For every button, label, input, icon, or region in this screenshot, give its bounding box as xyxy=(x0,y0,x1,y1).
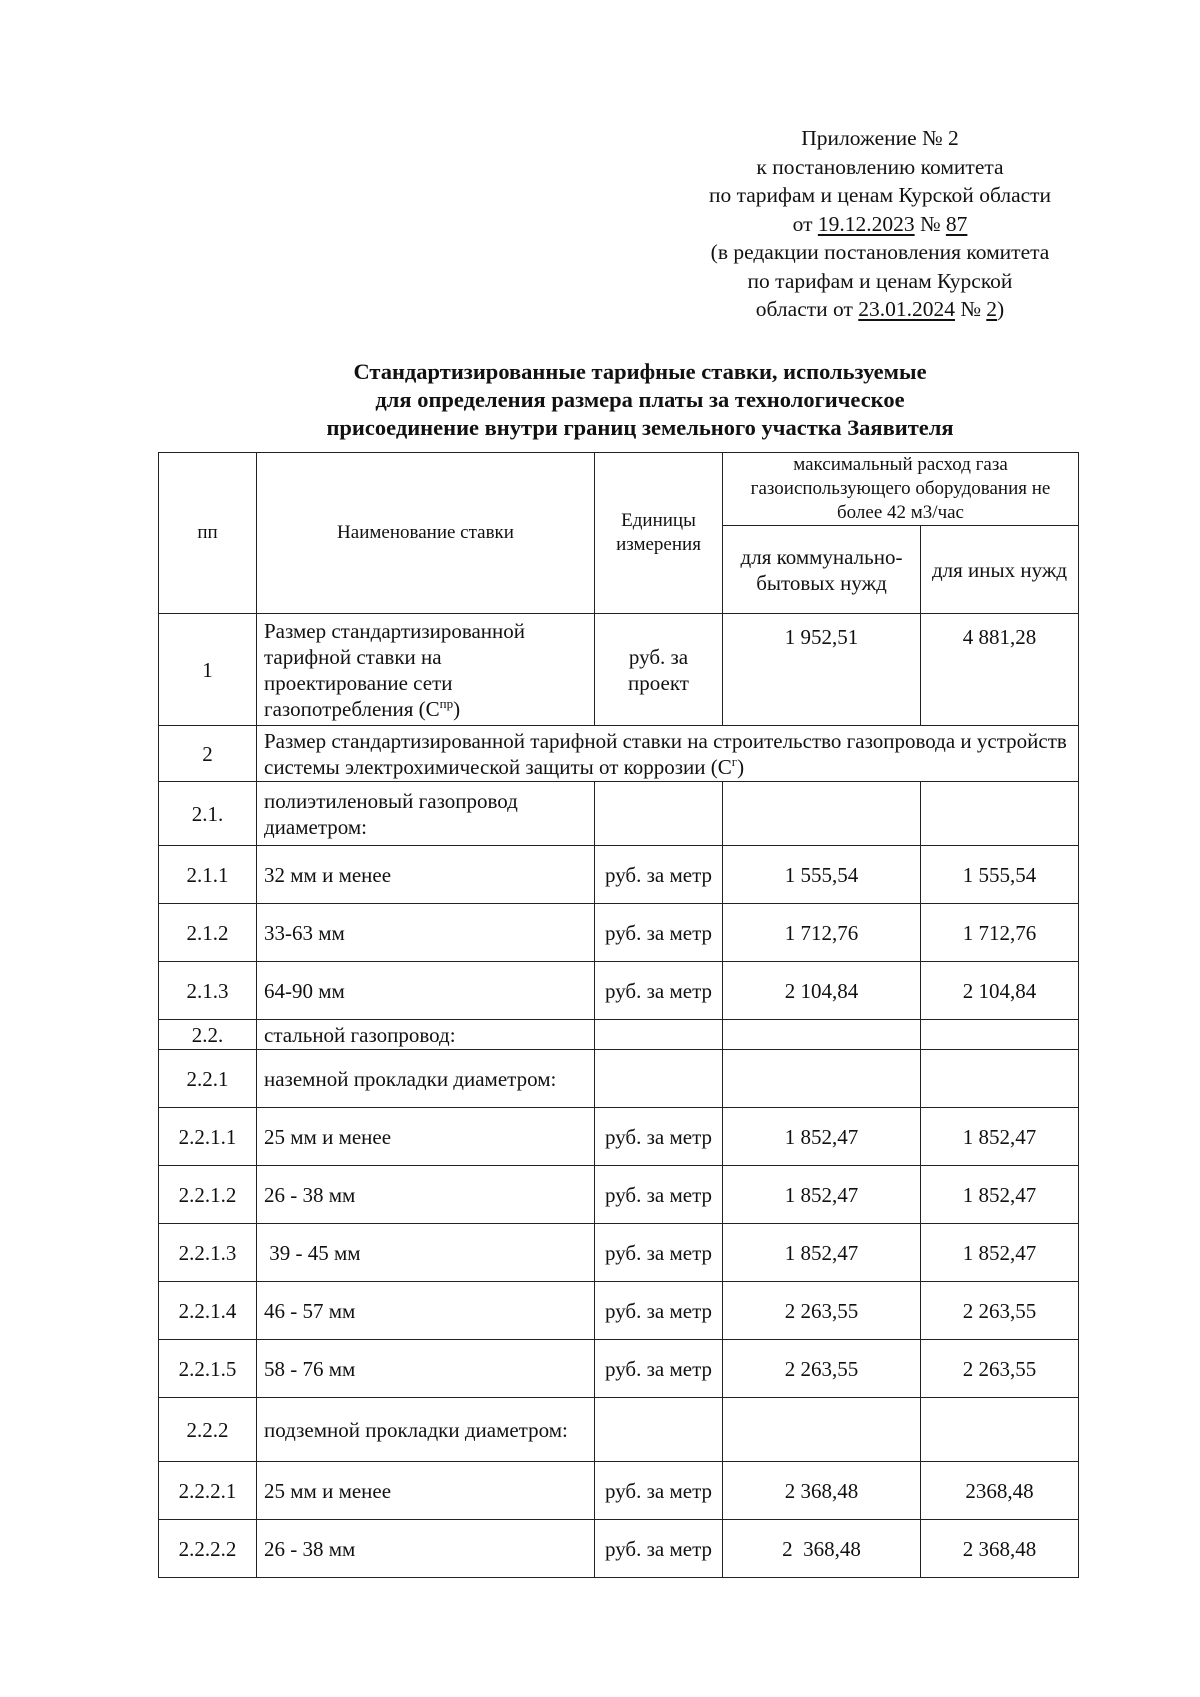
row-pp: 2.1. xyxy=(159,782,257,846)
row-name: 25 мм и менее xyxy=(257,1462,595,1520)
row-other: 2 263,55 xyxy=(921,1340,1079,1398)
table-row xyxy=(159,1282,1079,1340)
row-unit xyxy=(595,1398,723,1462)
row-pp: 2.2.1.1 xyxy=(159,1108,257,1166)
row-household: 1 852,47 xyxy=(723,1224,921,1282)
appendix-number: Приложение № 2 xyxy=(801,126,959,150)
row-pp: 2.2.1 xyxy=(159,1050,257,1108)
row-name: 26 - 38 мм xyxy=(257,1520,595,1578)
resolution-number: 87 xyxy=(945,211,968,236)
appendix-header xyxy=(640,124,1120,324)
amendment-number: 2 xyxy=(986,297,998,321)
row-name: Размер стандартизированной тарифной ставки на проектирование сети газопотребления $(С^{пр})$ xyxy=(257,614,595,726)
row-name: наземной прокладки диаметром: xyxy=(257,1050,595,1108)
row-name: стальной газопровод: xyxy=(257,1020,595,1050)
row-unit: руб. за метр xyxy=(595,904,723,962)
row-unit: руб. за метр xyxy=(595,1520,723,1578)
row-other: 1 852,47 xyxy=(921,1224,1079,1282)
row-other: 4 881,28 xyxy=(921,614,1079,726)
row-other: 1 555,54 xyxy=(921,846,1079,904)
row-name: полиэтиленовый газопровод диаметром: xyxy=(257,782,595,846)
table-row xyxy=(159,614,1079,726)
row-unit: руб. за метр xyxy=(595,1462,723,1520)
row-other: 2 263,55 xyxy=(921,1282,1079,1340)
row-pp: 2.2.2 xyxy=(159,1398,257,1462)
row-household: 1 852,47 xyxy=(723,1166,921,1224)
row-pp: 2.2.1.4 xyxy=(159,1282,257,1340)
row-other: 1 712,76 xyxy=(921,904,1079,962)
row-household xyxy=(723,782,921,846)
table-row xyxy=(159,1398,1079,1462)
row-name: 46 - 57 мм xyxy=(257,1282,595,1340)
row-household: 2 368,48 xyxy=(723,1462,921,1520)
row-household xyxy=(723,1020,921,1050)
row-household: 1 555,54 xyxy=(723,846,921,904)
row-other xyxy=(921,1398,1079,1462)
header-other: для иных нужд xyxy=(921,526,1079,614)
resolution-date: 19.12.2023 xyxy=(817,211,915,236)
row-unit: руб. за метр xyxy=(595,1224,723,1282)
appendix-to-resolution: к постановлению комитета xyxy=(756,154,1004,179)
row-unit xyxy=(595,782,723,846)
row-household: 2 263,55 xyxy=(723,1340,921,1398)
header-unit: Единицы измерения xyxy=(595,453,723,614)
table-header-row xyxy=(159,453,1079,526)
committee-name: по тарифам и ценам Курской области xyxy=(708,183,1052,207)
row-pp: 2.1.3 xyxy=(159,962,257,1020)
row-other: 2368,48 xyxy=(921,1462,1079,1520)
row-name: 33-63 мм xyxy=(257,904,595,962)
amendment-line-2: по тарифам и ценам Курской xyxy=(747,268,1013,293)
row-household xyxy=(723,1398,921,1462)
table-row xyxy=(159,846,1079,904)
amendment-line-1: (в редакции постановления комитета xyxy=(710,240,1050,264)
row-unit: руб. за метр xyxy=(595,1282,723,1340)
header-name: Наименование ставки xyxy=(257,453,595,614)
row-pp: 2.1.2 xyxy=(159,904,257,962)
row-household: 2 104,84 xyxy=(723,962,921,1020)
row-unit xyxy=(595,1050,723,1108)
row-household: 2 263,55 xyxy=(723,1282,921,1340)
row-name: 64-90 мм xyxy=(257,962,595,1020)
row-unit: руб. за метр xyxy=(595,1340,723,1398)
row-name: 26 - 38 мм xyxy=(257,1166,595,1224)
row-unit: руб. за метр xyxy=(595,962,723,1020)
row-pp: 2.2. xyxy=(159,1020,257,1050)
table-row xyxy=(159,1520,1079,1578)
row-household: 1 852,47 xyxy=(723,1108,921,1166)
row-unit: руб. за проект xyxy=(595,614,723,726)
table-row xyxy=(159,1020,1079,1050)
resolution-date-line: от 19.12.2023 № 87 xyxy=(792,211,968,236)
row-pp: 2.2.1.2 xyxy=(159,1166,257,1224)
row-unit xyxy=(595,1020,723,1050)
row-pp: 2.2.1.3 xyxy=(159,1224,257,1282)
row-unit: руб. за метр xyxy=(595,1166,723,1224)
document-title: Стандартизированные тарифные ставки, используемые для определения размера платы за технологическое присоединение внутри границ земельного участка Заявителя xyxy=(326,359,954,440)
row-other: 2 368,48 xyxy=(921,1520,1079,1578)
row-unit: руб. за метр xyxy=(595,846,723,904)
table-row xyxy=(159,1340,1079,1398)
row-pp: 2.2.2.2 xyxy=(159,1520,257,1578)
table-row xyxy=(159,726,1079,782)
table-row xyxy=(159,1108,1079,1166)
table-row xyxy=(159,1462,1079,1520)
row-household: 2 368,48 xyxy=(723,1520,921,1578)
table-row xyxy=(159,962,1079,1020)
row-name: 32 мм и менее xyxy=(257,846,595,904)
row-other xyxy=(921,1020,1079,1050)
row-pp: 2.2.2.1 xyxy=(159,1462,257,1520)
row-pp: 2.1.1 xyxy=(159,846,257,904)
table-row xyxy=(159,1224,1079,1282)
header-max-gas-flow: максимальный расход газа газоиспользующего оборудования не более 42 м3/час xyxy=(723,453,1079,526)
row-other: 1 852,47 xyxy=(921,1166,1079,1224)
row-name: 39 - 45 мм xyxy=(257,1224,595,1282)
table-row xyxy=(159,1050,1079,1108)
row-name: Размер стандартизированной тарифной ставки на строительство газопровода и устройств системы электрохимической защиты от коррозии $(С^г)$ xyxy=(257,726,1079,782)
row-name: подземной прокладки диаметром: xyxy=(257,1398,595,1462)
row-household: 1 952,51 xyxy=(723,614,921,726)
table-row xyxy=(159,904,1079,962)
row-other: 2 104,84 xyxy=(921,962,1079,1020)
row-household xyxy=(723,1050,921,1108)
row-pp: 2.2.1.5 xyxy=(159,1340,257,1398)
row-other xyxy=(921,1050,1079,1108)
row-name: 58 - 76 мм xyxy=(257,1340,595,1398)
amendment-date-line: области от 23.01.2024 № 2) xyxy=(755,297,1005,321)
tariff-table xyxy=(158,452,1079,1578)
table-row xyxy=(159,1166,1079,1224)
row-other xyxy=(921,782,1079,846)
row-other: 1 852,47 xyxy=(921,1108,1079,1166)
table-row xyxy=(159,782,1079,846)
row-unit: руб. за метр xyxy=(595,1108,723,1166)
row-pp: 1 xyxy=(159,614,257,726)
amendment-date: 23.01.2024 xyxy=(858,297,956,321)
row-household: 1 712,76 xyxy=(723,904,921,962)
header-pp: пп xyxy=(159,453,257,614)
header-household: для коммунально-бытовых нужд xyxy=(723,526,921,614)
row-pp: 2 xyxy=(159,726,257,782)
row-name: 25 мм и менее xyxy=(257,1108,595,1166)
